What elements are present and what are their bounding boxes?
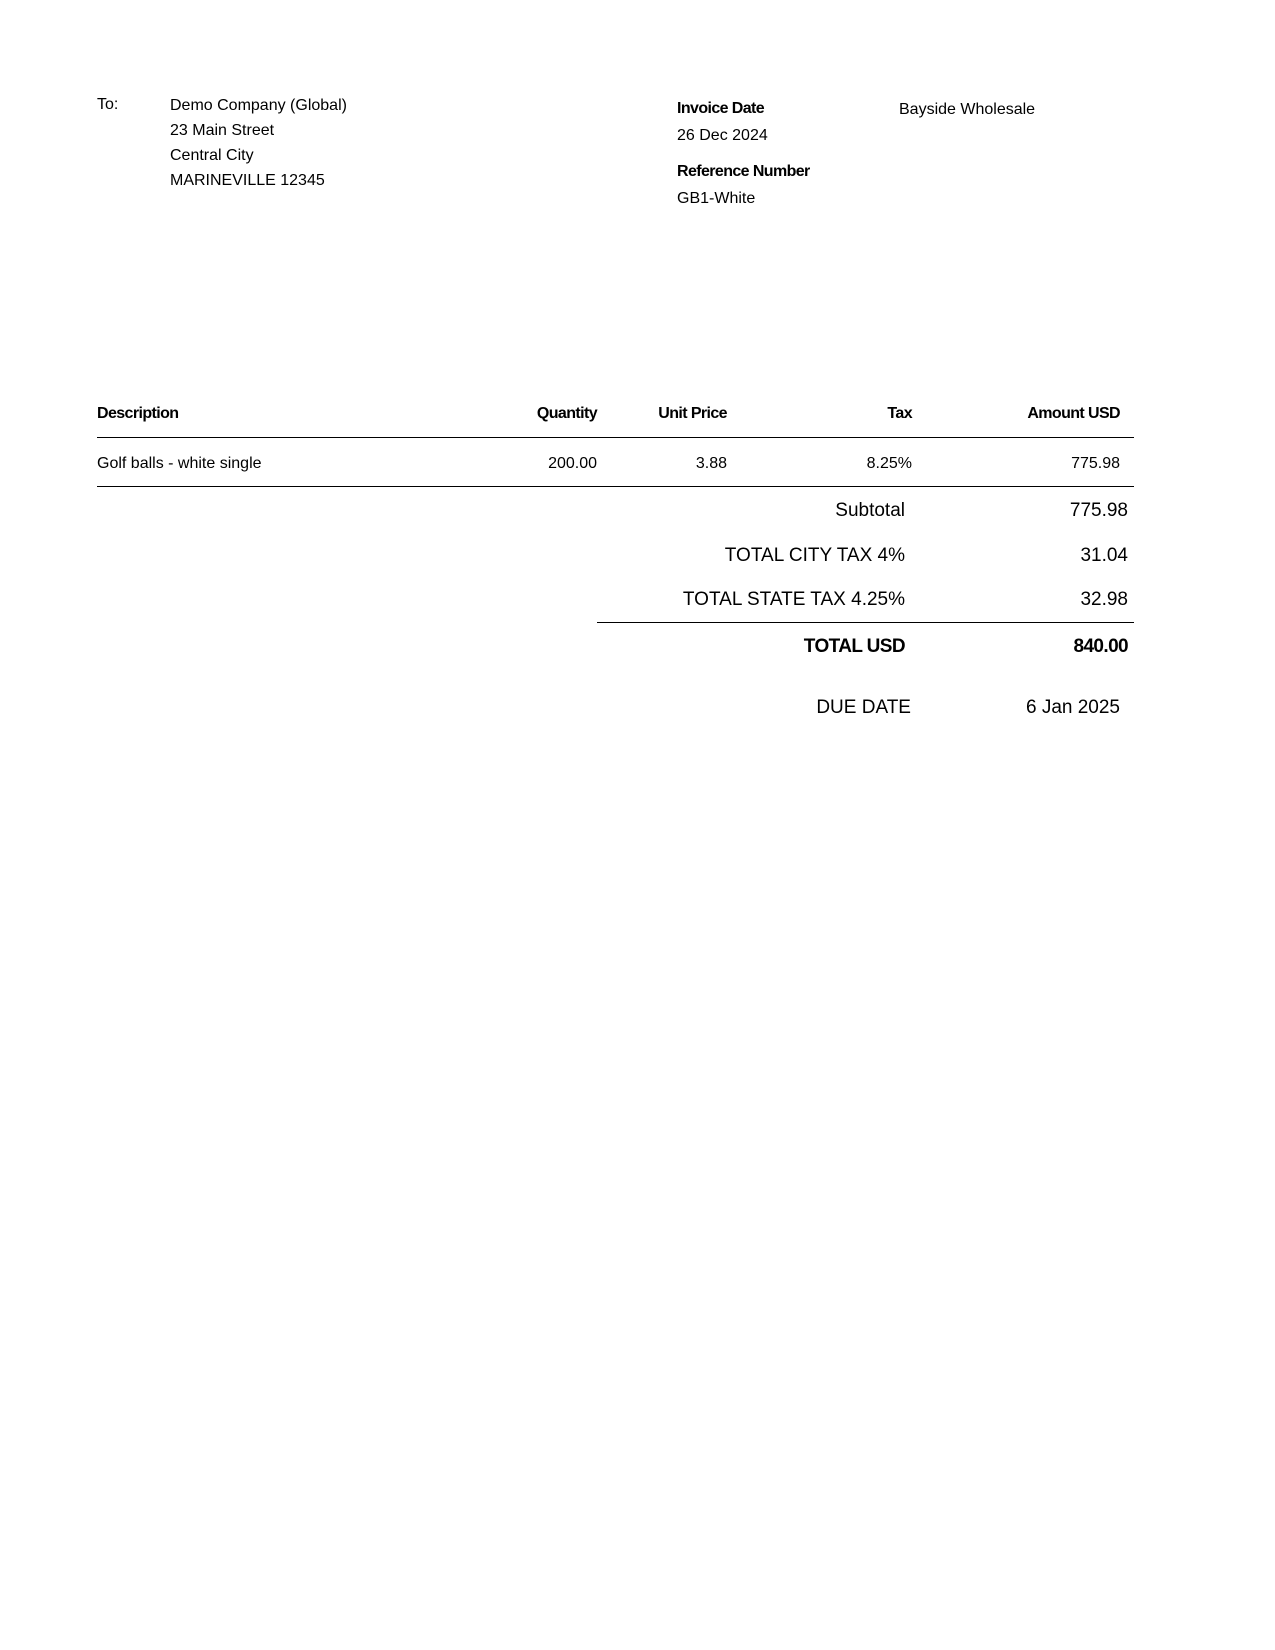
header-description: Description (97, 405, 179, 422)
header-divider (97, 437, 1134, 438)
to-label: To: (97, 96, 119, 113)
invoice-date-value: 26 Dec 2024 (677, 127, 768, 144)
reference-label: Reference Number (677, 163, 810, 180)
recipient-street: 23 Main Street (170, 122, 275, 139)
sender-name: Bayside Wholesale (899, 101, 1036, 118)
header-amount: Amount USD (1027, 405, 1120, 422)
row-quantity: 200.00 (548, 455, 597, 472)
header-unit-price: Unit Price (658, 405, 727, 422)
recipient-company: Demo Company (Global) (170, 97, 347, 114)
row-tax: 8.25% (866, 455, 912, 472)
row-unit-price: 3.88 (695, 455, 727, 472)
recipient-address (170, 93, 347, 193)
reference-value: GB1-White (677, 190, 756, 207)
total-label: TOTAL USD (803, 636, 905, 657)
due-date-value: 6 Jan 2025 (1025, 697, 1120, 718)
subtotal-value: 775.98 (1069, 500, 1128, 521)
total-value: 840.00 (1073, 636, 1128, 657)
recipient-city: Central City (170, 147, 254, 164)
invoice-date-label: Invoice Date (677, 100, 765, 117)
city-tax-value: 31.04 (1080, 545, 1128, 566)
subtotal-label: Subtotal (835, 500, 905, 521)
state-tax-label: TOTAL STATE TAX 4.25% (682, 589, 905, 610)
row-amount: 775.98 (1071, 455, 1120, 472)
due-date-label: DUE DATE (816, 697, 911, 718)
header-tax: Tax (887, 405, 912, 422)
recipient-postal: MARINEVILLE 12345 (170, 172, 325, 189)
totals-divider (597, 622, 1134, 623)
city-tax-label: TOTAL CITY TAX 4% (724, 545, 905, 566)
header-quantity: Quantity (536, 405, 597, 422)
state-tax-value: 32.98 (1080, 589, 1128, 610)
row-description: Golf balls - white single (97, 455, 262, 472)
row-divider (97, 486, 1134, 487)
